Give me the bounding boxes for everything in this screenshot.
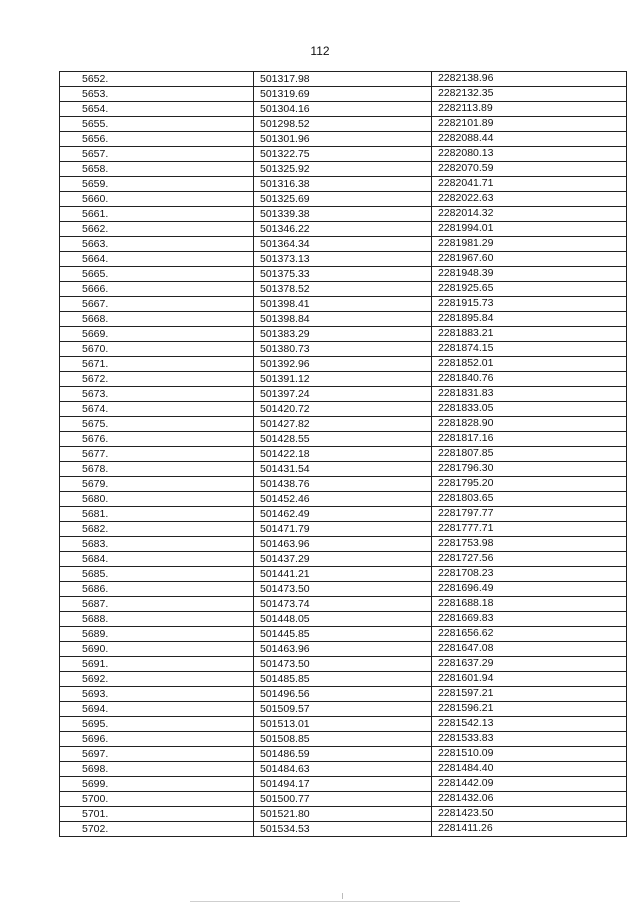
x-coordinate-cell: 501317.98 (254, 72, 432, 87)
point-number-cell: 5676. (60, 432, 254, 447)
table-row (60, 147, 627, 162)
x-coordinate-cell: 501380.73 (254, 342, 432, 357)
y-coordinate-cell: 2281895.84 (432, 312, 627, 327)
point-number-cell: 5675. (60, 417, 254, 432)
table-row (60, 87, 627, 102)
x-coordinate-cell: 501431.54 (254, 462, 432, 477)
y-coordinate-cell: 2281601.94 (432, 672, 627, 687)
y-coordinate-cell: 2281833.05 (432, 402, 627, 417)
point-number-cell: 5701. (60, 807, 254, 822)
x-coordinate-cell: 501508.85 (254, 732, 432, 747)
x-coordinate-cell: 501471.79 (254, 522, 432, 537)
x-coordinate-cell: 501534.53 (254, 822, 432, 837)
y-coordinate-cell: 2281803.65 (432, 492, 627, 507)
x-coordinate-cell: 501319.69 (254, 87, 432, 102)
table-row (60, 177, 627, 192)
table-row (60, 267, 627, 282)
point-number-cell: 5690. (60, 642, 254, 657)
table-row (60, 777, 627, 792)
x-coordinate-cell: 501521.80 (254, 807, 432, 822)
x-coordinate-cell: 501301.96 (254, 132, 432, 147)
x-coordinate-cell: 501437.29 (254, 552, 432, 567)
table-row (60, 342, 627, 357)
y-coordinate-cell: 2281883.21 (432, 327, 627, 342)
point-number-cell: 5696. (60, 732, 254, 747)
scan-mark (342, 893, 343, 899)
y-coordinate-cell: 2281967.60 (432, 252, 627, 267)
point-number-cell: 5681. (60, 507, 254, 522)
x-coordinate-cell: 501339.38 (254, 207, 432, 222)
x-coordinate-cell: 501364.34 (254, 237, 432, 252)
y-coordinate-cell: 2282022.63 (432, 192, 627, 207)
table-row (60, 597, 627, 612)
table-row (60, 327, 627, 342)
y-coordinate-cell: 2281777.71 (432, 522, 627, 537)
y-coordinate-cell: 2282138.96 (432, 72, 627, 87)
point-number-cell: 5671. (60, 357, 254, 372)
point-number-cell: 5688. (60, 612, 254, 627)
table-row (60, 207, 627, 222)
y-coordinate-cell: 2281688.18 (432, 597, 627, 612)
point-number-cell: 5662. (60, 222, 254, 237)
y-coordinate-cell: 2282041.71 (432, 177, 627, 192)
table-row (60, 222, 627, 237)
x-coordinate-cell: 501391.12 (254, 372, 432, 387)
table-row (60, 417, 627, 432)
y-coordinate-cell: 2281533.83 (432, 732, 627, 747)
scan-bottom-line (190, 901, 460, 902)
table-row (60, 612, 627, 627)
table-row (60, 762, 627, 777)
x-coordinate-cell: 501378.52 (254, 282, 432, 297)
x-coordinate-cell: 501486.59 (254, 747, 432, 762)
point-number-cell: 5656. (60, 132, 254, 147)
x-coordinate-cell: 501473.74 (254, 597, 432, 612)
table-row (60, 717, 627, 732)
x-coordinate-cell: 501500.77 (254, 792, 432, 807)
table-row (60, 132, 627, 147)
table-row (60, 162, 627, 177)
table-row (60, 642, 627, 657)
x-coordinate-cell: 501448.05 (254, 612, 432, 627)
y-coordinate-cell: 2281432.06 (432, 792, 627, 807)
point-number-cell: 5659. (60, 177, 254, 192)
y-coordinate-cell: 2281874.15 (432, 342, 627, 357)
point-number-cell: 5686. (60, 582, 254, 597)
table-row (60, 672, 627, 687)
y-coordinate-cell: 2282070.59 (432, 162, 627, 177)
table-row (60, 537, 627, 552)
table-row (60, 72, 627, 87)
y-coordinate-cell: 2281796.30 (432, 462, 627, 477)
y-coordinate-cell: 2281637.29 (432, 657, 627, 672)
x-coordinate-cell: 501420.72 (254, 402, 432, 417)
x-coordinate-cell: 501298.52 (254, 117, 432, 132)
table-row (60, 582, 627, 597)
point-number-cell: 5699. (60, 777, 254, 792)
point-number-cell: 5689. (60, 627, 254, 642)
point-number-cell: 5695. (60, 717, 254, 732)
y-coordinate-cell: 2281696.49 (432, 582, 627, 597)
table-row (60, 477, 627, 492)
y-coordinate-cell: 2281925.65 (432, 282, 627, 297)
point-number-cell: 5680. (60, 492, 254, 507)
x-coordinate-cell: 501392.96 (254, 357, 432, 372)
point-number-cell: 5687. (60, 597, 254, 612)
point-number-cell: 5697. (60, 747, 254, 762)
table-row (60, 402, 627, 417)
point-number-cell: 5657. (60, 147, 254, 162)
table-row (60, 687, 627, 702)
x-coordinate-cell: 501473.50 (254, 582, 432, 597)
table-row (60, 747, 627, 762)
table-row (60, 372, 627, 387)
y-coordinate-cell: 2282014.32 (432, 207, 627, 222)
table-row (60, 507, 627, 522)
x-coordinate-cell: 501422.18 (254, 447, 432, 462)
x-coordinate-cell: 501509.57 (254, 702, 432, 717)
y-coordinate-cell: 2281828.90 (432, 417, 627, 432)
table-row (60, 387, 627, 402)
x-coordinate-cell: 501304.16 (254, 102, 432, 117)
y-coordinate-cell: 2281981.29 (432, 237, 627, 252)
x-coordinate-cell: 501428.55 (254, 432, 432, 447)
y-coordinate-cell: 2281948.39 (432, 267, 627, 282)
point-number-cell: 5682. (60, 522, 254, 537)
y-coordinate-cell: 2282132.35 (432, 87, 627, 102)
y-coordinate-cell: 2281840.76 (432, 372, 627, 387)
point-number-cell: 5652. (60, 72, 254, 87)
x-coordinate-cell: 501322.75 (254, 147, 432, 162)
point-number-cell: 5664. (60, 252, 254, 267)
table-row (60, 252, 627, 267)
x-coordinate-cell: 501496.56 (254, 687, 432, 702)
point-number-cell: 5691. (60, 657, 254, 672)
x-coordinate-cell: 501383.29 (254, 327, 432, 342)
page-number: 112 (310, 44, 330, 58)
x-coordinate-cell: 501452.46 (254, 492, 432, 507)
x-coordinate-cell: 501473.50 (254, 657, 432, 672)
y-coordinate-cell: 2281597.21 (432, 687, 627, 702)
point-number-cell: 5669. (60, 327, 254, 342)
x-coordinate-cell: 501375.33 (254, 267, 432, 282)
point-number-cell: 5685. (60, 567, 254, 582)
y-coordinate-cell: 2281831.83 (432, 387, 627, 402)
x-coordinate-cell: 501427.82 (254, 417, 432, 432)
table-row (60, 657, 627, 672)
point-number-cell: 5678. (60, 462, 254, 477)
x-coordinate-cell: 501494.17 (254, 777, 432, 792)
point-number-cell: 5660. (60, 192, 254, 207)
table-row (60, 282, 627, 297)
point-number-cell: 5663. (60, 237, 254, 252)
y-coordinate-cell: 2281852.01 (432, 357, 627, 372)
x-coordinate-cell: 501325.92 (254, 162, 432, 177)
y-coordinate-cell: 2282080.13 (432, 147, 627, 162)
point-number-cell: 5666. (60, 282, 254, 297)
point-number-cell: 5668. (60, 312, 254, 327)
table-row (60, 552, 627, 567)
point-number-cell: 5655. (60, 117, 254, 132)
table-row (60, 702, 627, 717)
table-row (60, 822, 627, 837)
table-row (60, 447, 627, 462)
point-number-cell: 5673. (60, 387, 254, 402)
y-coordinate-cell: 2281669.83 (432, 612, 627, 627)
y-coordinate-cell: 2281411.26 (432, 822, 627, 837)
x-coordinate-cell: 501484.63 (254, 762, 432, 777)
table-row (60, 357, 627, 372)
table-row (60, 297, 627, 312)
table-row (60, 102, 627, 117)
y-coordinate-cell: 2281807.85 (432, 447, 627, 462)
x-coordinate-cell: 501513.01 (254, 717, 432, 732)
x-coordinate-cell: 501398.41 (254, 297, 432, 312)
x-coordinate-cell: 501398.84 (254, 312, 432, 327)
point-number-cell: 5698. (60, 762, 254, 777)
coordinates-table-body (60, 72, 627, 837)
point-number-cell: 5670. (60, 342, 254, 357)
table-row (60, 732, 627, 747)
point-number-cell: 5684. (60, 552, 254, 567)
x-coordinate-cell: 501485.85 (254, 672, 432, 687)
point-number-cell: 5677. (60, 447, 254, 462)
y-coordinate-cell: 2281795.20 (432, 477, 627, 492)
x-coordinate-cell: 501397.24 (254, 387, 432, 402)
point-number-cell: 5692. (60, 672, 254, 687)
x-coordinate-cell: 501316.38 (254, 177, 432, 192)
point-number-cell: 5667. (60, 297, 254, 312)
table-row (60, 567, 627, 582)
point-number-cell: 5654. (60, 102, 254, 117)
x-coordinate-cell: 501463.96 (254, 537, 432, 552)
point-number-cell: 5683. (60, 537, 254, 552)
point-number-cell: 5679. (60, 477, 254, 492)
y-coordinate-cell: 2281915.73 (432, 297, 627, 312)
point-number-cell: 5702. (60, 822, 254, 837)
point-number-cell: 5694. (60, 702, 254, 717)
table-row (60, 807, 627, 822)
table-row (60, 192, 627, 207)
y-coordinate-cell: 2282101.89 (432, 117, 627, 132)
coordinates-table (59, 71, 627, 837)
x-coordinate-cell: 501438.76 (254, 477, 432, 492)
point-number-cell: 5672. (60, 372, 254, 387)
y-coordinate-cell: 2281753.98 (432, 537, 627, 552)
y-coordinate-cell: 2281484.40 (432, 762, 627, 777)
table-row (60, 492, 627, 507)
x-coordinate-cell: 501462.49 (254, 507, 432, 522)
table-row (60, 237, 627, 252)
x-coordinate-cell: 501373.13 (254, 252, 432, 267)
point-number-cell: 5693. (60, 687, 254, 702)
point-number-cell: 5665. (60, 267, 254, 282)
y-coordinate-cell: 2281656.62 (432, 627, 627, 642)
y-coordinate-cell: 2281817.16 (432, 432, 627, 447)
y-coordinate-cell: 2281542.13 (432, 717, 627, 732)
y-coordinate-cell: 2281596.21 (432, 702, 627, 717)
table-row (60, 792, 627, 807)
y-coordinate-cell: 2281727.56 (432, 552, 627, 567)
x-coordinate-cell: 501463.96 (254, 642, 432, 657)
x-coordinate-cell: 501325.69 (254, 192, 432, 207)
y-coordinate-cell: 2282113.89 (432, 102, 627, 117)
y-coordinate-cell: 2281647.08 (432, 642, 627, 657)
point-number-cell: 5674. (60, 402, 254, 417)
table-row (60, 117, 627, 132)
table-row (60, 462, 627, 477)
table-row (60, 432, 627, 447)
y-coordinate-cell: 2281708.23 (432, 567, 627, 582)
x-coordinate-cell: 501445.85 (254, 627, 432, 642)
point-number-cell: 5658. (60, 162, 254, 177)
x-coordinate-cell: 501346.22 (254, 222, 432, 237)
y-coordinate-cell: 2281510.09 (432, 747, 627, 762)
point-number-cell: 5661. (60, 207, 254, 222)
y-coordinate-cell: 2281423.50 (432, 807, 627, 822)
y-coordinate-cell: 2282088.44 (432, 132, 627, 147)
x-coordinate-cell: 501441.21 (254, 567, 432, 582)
table-row (60, 522, 627, 537)
table-row (60, 312, 627, 327)
y-coordinate-cell: 2281442.09 (432, 777, 627, 792)
point-number-cell: 5653. (60, 87, 254, 102)
table-row (60, 627, 627, 642)
y-coordinate-cell: 2281994.01 (432, 222, 627, 237)
point-number-cell: 5700. (60, 792, 254, 807)
y-coordinate-cell: 2281797.77 (432, 507, 627, 522)
